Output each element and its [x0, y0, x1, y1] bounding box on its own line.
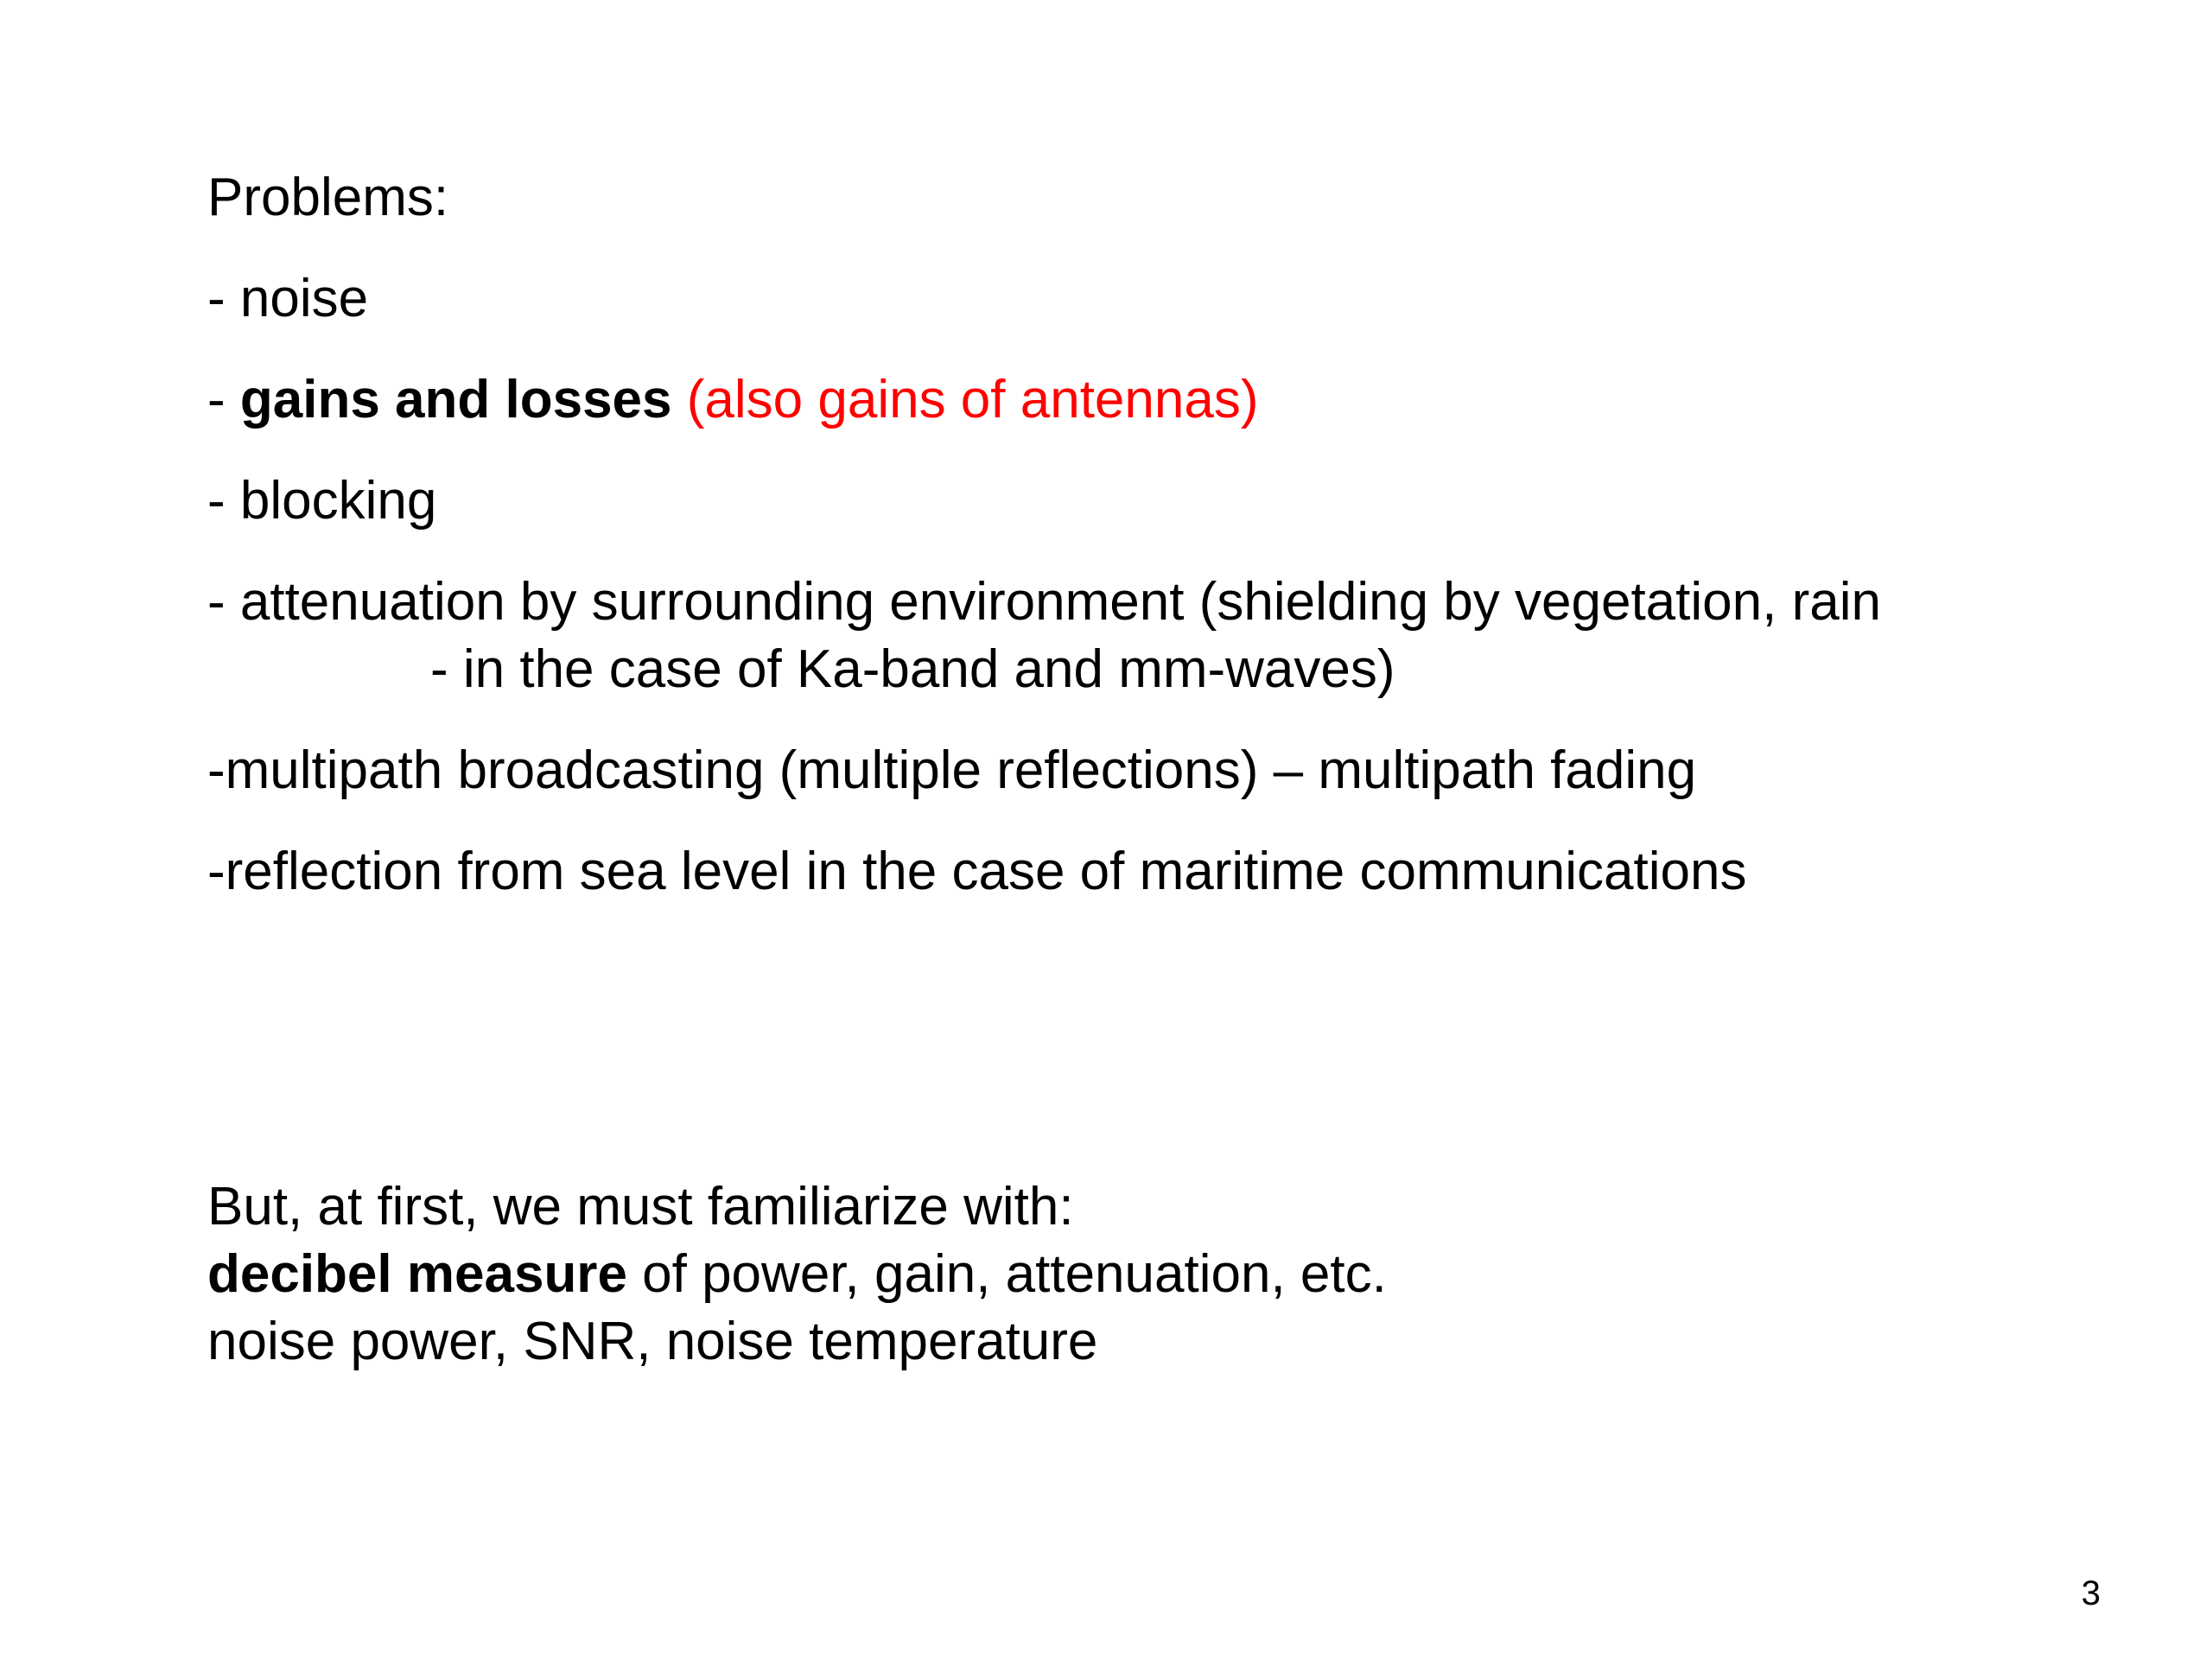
intro-line2-rest: of power, gain, attenuation, etc.: [626, 1244, 1387, 1304]
decibel-measure-bold: decibel measure: [207, 1244, 627, 1304]
problem-item-gains: [207, 366, 1259, 434]
problems-heading: Problems:: [207, 168, 449, 227]
problem-item-multipath: -multipath broadcasting (multiple reflections) – multipath fading: [207, 741, 1697, 800]
problem-item-blocking: - blocking: [207, 471, 437, 531]
intro-line1: But, at first, we must familiarize with:: [207, 1177, 1074, 1236]
gains-bold-text: gains and losses: [239, 370, 672, 429]
page-number: 3: [2081, 1574, 2101, 1612]
problem-item-attenuation-line2: - in the case of Ka-band and mm-waves): [430, 639, 1395, 699]
gains-red-note: (also gains of antennas): [686, 370, 1259, 429]
gains-prefix: -: [207, 370, 240, 429]
problem-item-noise: - noise: [207, 269, 369, 328]
problem-item-attenuation-line1: - attenuation by surrounding environment (shielding by vegetation, rain: [207, 572, 1881, 632]
intro-line3: noise power, SNR, noise temperature: [207, 1312, 1098, 1371]
intro-line2: [207, 1241, 1387, 1308]
problem-item-reflection: -reflection from sea level in the case of maritime communications: [207, 842, 1747, 901]
